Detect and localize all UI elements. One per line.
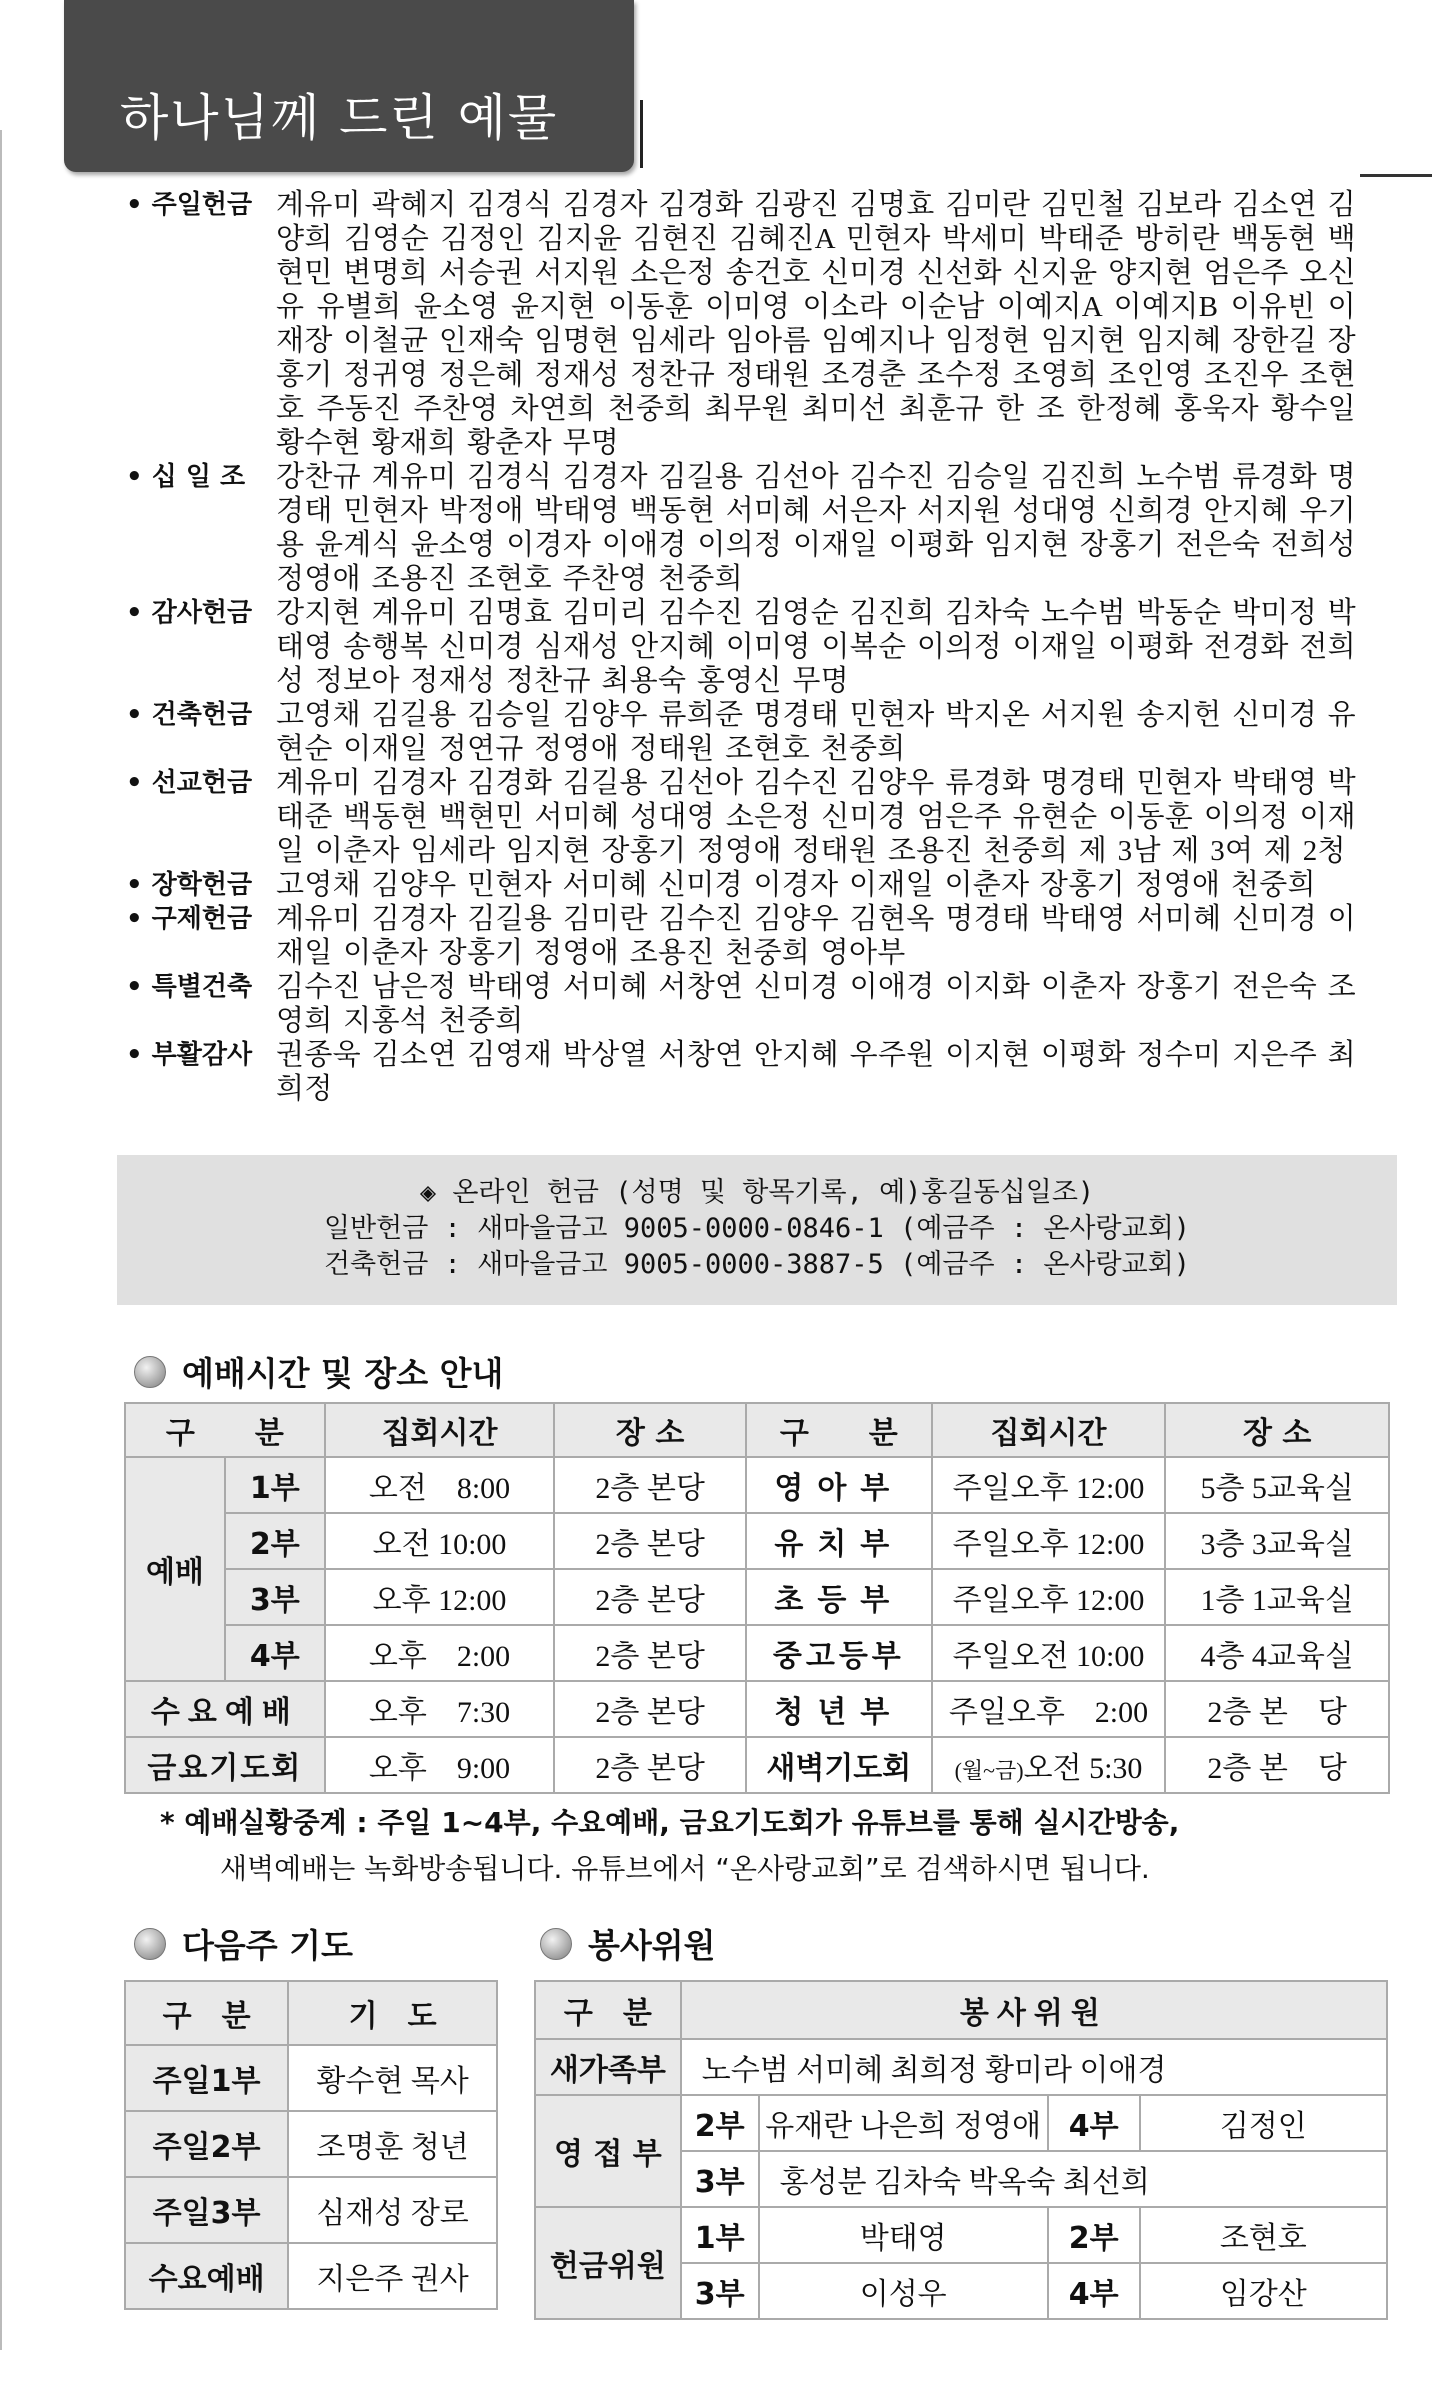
building-offering-account: 건축헌금 : 새마을금고 9005-0000-3887-5 (예금주 : 온사랑교회) bbox=[323, 1249, 1191, 1280]
offering-names: 강지현 계유미 김명효 김미리 김수진 김영순 김진희 김차숙 노수범 박동순 박미정 박태영 송행복 신미경 심재성 안지혜 이미영 이복순 이의정 이재일 이평화 전경화 전희성 정보아 정재성 정찬규 최용숙 홍영신 무명 bbox=[276, 597, 1356, 697]
table-header-row bbox=[125, 1403, 1389, 1457]
table-row bbox=[535, 2207, 1387, 2263]
offering-row bbox=[126, 766, 1356, 868]
department-time: 주일오후 12:00 bbox=[932, 1513, 1166, 1569]
offering-names: 계유미 곽혜지 김경식 김경자 김경화 김광진 김명효 김미란 김민철 김보라 김소연 김양희 김영순 김정인 김지윤 김현진 김혜진A 민현자 박세미 박태준 방히란 백동현 백현민 변명희 서승권 서지원 소은정 송건호 신미경 신선화 신지윤 양지현 엄은주 오신유 유별희 윤소영 윤지현 이동훈 이미영 이소라 이순남 이예지A 이예지B 이유빈 이재장 이철균 인재숙 임명현 임세라 임아름 임예지나 임정현 임지현 임지혜 장한길 장홍기 정귀영 정은혜 정재성 정찬규 정태원 조경춘 조수정 조영희 조인영 조진우 조현호 주동진 주찬영 차연희 천중희 최무원 최미선 최훈규 한 조 한정혜 홍욱자 황수일 황수현 황재희 황춘자 무명 bbox=[276, 189, 1356, 459]
next-week-prayer-title: 다음주 기도 bbox=[182, 1926, 353, 1965]
offering-names: 권종욱 김소연 김영재 박상열 서창연 안지혜 우주원 이지현 이평화 정수미 지은주 최희정 bbox=[276, 1039, 1356, 1105]
department-label: 중고등부 bbox=[746, 1625, 932, 1681]
col-header-place: 장 소 bbox=[1165, 1403, 1389, 1457]
broadcast-note-line2: 새벽예배는 녹화방송됩니다. 유튜브에서 “온사랑교회”로 검색하시면 됩니다. bbox=[220, 1852, 1150, 1885]
offering-committee-name: 박태영 bbox=[759, 2207, 1048, 2263]
offering-names: 계유미 김경자 김길용 김미란 김수진 김양우 김현옥 명경태 박태영 서미혜 신미경 이재일 이춘자 장홍기 정영애 조용진 천중희 영아부 bbox=[276, 903, 1356, 969]
offering-label: • 구제헌금 bbox=[126, 904, 253, 934]
offering-list bbox=[126, 188, 1356, 1106]
service-label: 4부 bbox=[225, 1625, 325, 1681]
table-row bbox=[535, 2095, 1387, 2151]
prayer-table bbox=[124, 1980, 498, 2310]
prayer-service-label: 수요예배 bbox=[125, 2243, 288, 2309]
department-place: 5층 5교육실 bbox=[1165, 1457, 1389, 1513]
offering-row bbox=[126, 188, 1356, 460]
offering-label: • 십 일 조 bbox=[126, 462, 246, 492]
service-place: 2층 본당 bbox=[554, 1569, 746, 1625]
part-label: 3부 bbox=[681, 2263, 759, 2319]
offering-row bbox=[126, 868, 1356, 902]
offering-names: 고영채 김양우 민현자 서미혜 신미경 이경자 이재일 이춘자 장홍기 정영애 천중희 bbox=[276, 869, 1316, 901]
offering-row bbox=[126, 902, 1356, 970]
service-label: 수요예배 bbox=[125, 1681, 325, 1737]
general-offering-account: 일반헌금 : 새마을금고 9005-0000-0846-1 (예금주 : 온사랑교회) bbox=[323, 1213, 1191, 1244]
department-place: 4층 4교육실 bbox=[1165, 1625, 1389, 1681]
prayer-service-label: 주일1부 bbox=[125, 2045, 288, 2111]
prayer-leader: 조명훈 청년 bbox=[288, 2111, 497, 2177]
department-label: 영아부 bbox=[746, 1457, 932, 1513]
prayer-service-label: 주일3부 bbox=[125, 2177, 288, 2243]
col-header-time: 집회시간 bbox=[932, 1403, 1166, 1457]
offering-row bbox=[126, 596, 1356, 698]
offering-label: • 부활감사 bbox=[126, 1040, 253, 1070]
greeting-names: 유재란 나은희 정영애 bbox=[759, 2095, 1048, 2151]
prayer-leader: 지은주 권사 bbox=[288, 2243, 497, 2309]
table-row bbox=[125, 1625, 1389, 1681]
department-time-prefix: (월~금) bbox=[954, 1758, 1024, 1783]
bullet-icon bbox=[540, 1928, 572, 1960]
broadcast-note bbox=[160, 1800, 1380, 1892]
service-place: 2층 본당 bbox=[554, 1681, 746, 1737]
department-label: 초등부 bbox=[746, 1569, 932, 1625]
table-header-row bbox=[125, 1981, 497, 2045]
department-time: 주일오전 10:00 bbox=[932, 1625, 1166, 1681]
table-row bbox=[125, 1681, 1389, 1737]
table-row bbox=[125, 2177, 497, 2243]
department-time: 주일오후 12:00 bbox=[932, 1569, 1166, 1625]
part-label: 2부 bbox=[1048, 2207, 1140, 2263]
col-header-category: 구 분 bbox=[125, 1403, 325, 1457]
service-time: 오후 7:30 bbox=[325, 1681, 555, 1737]
greeting-names: 홍성분 김차숙 박옥숙 최선희 bbox=[759, 2151, 1387, 2207]
col-header-category: 구 분 bbox=[535, 1981, 681, 2039]
department-label: 유치부 bbox=[746, 1513, 932, 1569]
newcomer-names: 노수범 서미혜 최희정 황미라 이애경 bbox=[681, 2039, 1387, 2095]
service-place: 2층 본당 bbox=[554, 1625, 746, 1681]
part-label: 3부 bbox=[681, 2151, 759, 2207]
worship-group-label: 예배 bbox=[125, 1457, 225, 1681]
department-time-value: 오전 5:30 bbox=[1023, 1752, 1143, 1785]
offering-row bbox=[126, 1038, 1356, 1106]
offering-names: 계유미 김경자 김경화 김길용 김선아 김수진 김양우 류경화 명경태 민현자 박태영 박태준 백동현 백현민 서미혜 성대영 소은정 신미경 엄은주 유현순 이동훈 이의정 이재일 이춘자 임세라 임지현 장홍기 정영애 정태원 조용진 천중희 제 3남 제 3여 제 2청 bbox=[276, 767, 1356, 867]
service-time: 오전 10:00 bbox=[325, 1513, 555, 1569]
department-place: 2층 본 당 bbox=[1165, 1681, 1389, 1737]
left-page-rule bbox=[0, 130, 2, 2350]
offering-committee-name: 이성우 bbox=[759, 2263, 1048, 2319]
offering-label: • 특별건축 bbox=[126, 972, 253, 1002]
newcomer-label: 새가족부 bbox=[535, 2039, 681, 2095]
service-committee-title: 봉사위원 bbox=[588, 1926, 716, 1965]
online-offering-title: ◈ 온라인 헌금 (성명 및 항목기록, 예)홍길동십일조) bbox=[419, 1177, 1095, 1208]
department-time: 주일오후 2:00 bbox=[932, 1681, 1166, 1737]
department-time: 주일오후 12:00 bbox=[932, 1457, 1166, 1513]
offering-row bbox=[126, 698, 1356, 766]
prayer-leader: 심재성 장로 bbox=[288, 2177, 497, 2243]
service-time: 오후 9:00 bbox=[325, 1737, 555, 1793]
prayer-service-label: 주일2부 bbox=[125, 2111, 288, 2177]
offering-label: • 주일헌금 bbox=[126, 190, 253, 220]
broadcast-note-line1: * 예배실황중계 : 주일 1~4부, 수요예배, 금요기도회가 유튜브를 통해 실시간방송, bbox=[160, 1806, 1180, 1839]
bullet-icon bbox=[134, 1928, 166, 1960]
offering-label: • 건축헌금 bbox=[126, 700, 253, 730]
service-label: 2부 bbox=[225, 1513, 325, 1569]
offering-names: 강찬규 계유미 김경식 김경자 김길용 김선아 김수진 김승일 김진희 노수범 류경화 명경태 민현자 박정애 박태영 백동현 서미혜 서은자 서지원 성대영 신희경 안지혜 우기용 윤계식 윤소영 이경자 이애경 이의정 이재일 이평화 임지현 장홍기 전은숙 전희성 정영애 조용진 조현호 주찬영 천중희 bbox=[276, 461, 1356, 595]
offering-committee-name: 조현호 bbox=[1140, 2207, 1387, 2263]
col-header-members: 봉사위원 bbox=[681, 1981, 1387, 2039]
col-header-time: 집회시간 bbox=[325, 1403, 555, 1457]
service-label: 금요기도회 bbox=[125, 1737, 325, 1793]
service-committee-heading bbox=[540, 1920, 716, 1967]
offering-committee-label: 헌금위원 bbox=[535, 2207, 681, 2319]
table-row bbox=[125, 1569, 1389, 1625]
col-header-place: 장 소 bbox=[554, 1403, 746, 1457]
worship-schedule-heading bbox=[134, 1348, 503, 1395]
table-row bbox=[125, 2045, 497, 2111]
service-time: 오후 12:00 bbox=[325, 1569, 555, 1625]
department-place: 3층 3교육실 bbox=[1165, 1513, 1389, 1569]
worship-schedule-table bbox=[124, 1402, 1390, 1794]
table-row bbox=[125, 2111, 497, 2177]
col-header-category: 구 분 bbox=[746, 1403, 932, 1457]
service-place: 2층 본당 bbox=[554, 1513, 746, 1569]
table-row bbox=[125, 2243, 497, 2309]
col-header-prayer: 기 도 bbox=[288, 1981, 497, 2045]
offering-row bbox=[126, 460, 1356, 596]
offering-committee-name: 임강산 bbox=[1140, 2263, 1387, 2319]
part-label: 4부 bbox=[1048, 2263, 1140, 2319]
department-label: 청년부 bbox=[746, 1681, 932, 1737]
offering-label: • 감사헌금 bbox=[126, 598, 253, 628]
department-place: 1층 1교육실 bbox=[1165, 1569, 1389, 1625]
next-week-prayer-heading bbox=[134, 1920, 353, 1967]
service-committee-table bbox=[534, 1980, 1388, 2320]
greeting-label: 영 접 부 bbox=[535, 2095, 681, 2207]
col-header-category: 구 분 bbox=[125, 1981, 288, 2045]
table-row bbox=[125, 1457, 1389, 1513]
service-label: 3부 bbox=[225, 1569, 325, 1625]
service-time: 오전 8:00 bbox=[325, 1457, 555, 1513]
greeting-names: 김정인 bbox=[1140, 2095, 1387, 2151]
offering-row bbox=[126, 970, 1356, 1038]
offering-label: • 선교헌금 bbox=[126, 768, 253, 798]
department-place: 2층 본 당 bbox=[1165, 1737, 1389, 1793]
service-place: 2층 본당 bbox=[554, 1737, 746, 1793]
table-row bbox=[125, 1513, 1389, 1569]
header-divider bbox=[640, 100, 643, 168]
service-place: 2층 본당 bbox=[554, 1457, 746, 1513]
department-time bbox=[932, 1737, 1166, 1793]
header-rule bbox=[1360, 174, 1432, 177]
page-title: 하나님께 드린 예물 bbox=[120, 89, 559, 147]
part-label: 4부 bbox=[1048, 2095, 1140, 2151]
service-time: 오후 2:00 bbox=[325, 1625, 555, 1681]
offering-names: 고영채 김길용 김승일 김양우 류희준 명경태 민현자 박지온 서지원 송지헌 신미경 유현순 이재일 정연규 정영애 정태원 조현호 천중희 bbox=[276, 699, 1356, 765]
table-header-row bbox=[535, 1981, 1387, 2039]
table-row bbox=[125, 1737, 1389, 1793]
part-label: 2부 bbox=[681, 2095, 759, 2151]
offering-label: • 장학헌금 bbox=[126, 870, 253, 900]
service-label: 1부 bbox=[225, 1457, 325, 1513]
part-label: 1부 bbox=[681, 2207, 759, 2263]
online-offering-box bbox=[117, 1155, 1397, 1305]
table-row bbox=[535, 2039, 1387, 2095]
prayer-leader: 황수현 목사 bbox=[288, 2045, 497, 2111]
offering-names: 김수진 남은정 박태영 서미혜 서창연 신미경 이애경 이지화 이춘자 장홍기 전은숙 조영희 지홍석 천중희 bbox=[276, 971, 1356, 1037]
worship-schedule-title: 예배시간 및 장소 안내 bbox=[182, 1354, 504, 1393]
department-label: 새벽기도회 bbox=[746, 1737, 932, 1793]
bullet-icon bbox=[134, 1356, 166, 1388]
